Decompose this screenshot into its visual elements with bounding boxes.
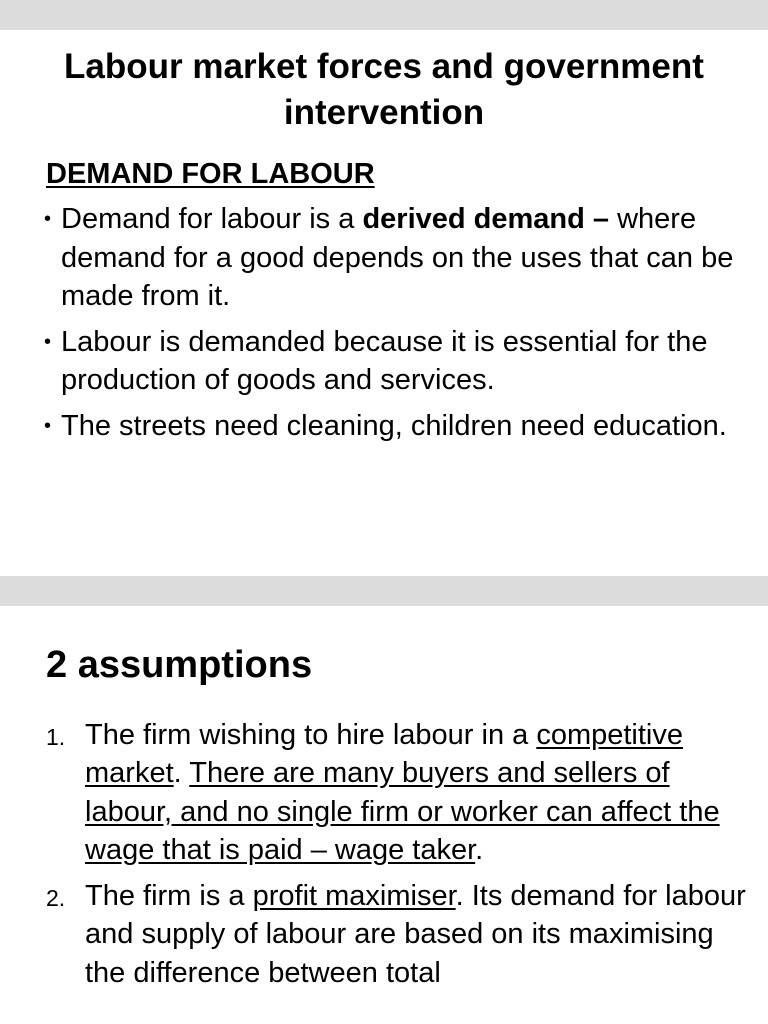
slide-title: Labour market forces and government intervention <box>64 47 704 132</box>
underlined-term: competitive market <box>85 719 683 790</box>
bullet-icon: • <box>44 414 52 437</box>
bullet-text: The streets need cleaning, children need education. <box>61 409 727 442</box>
bullet-text: Labour is demanded because it is essential for the production of goods and services. <box>61 325 708 396</box>
bullet-text-before: Demand for labour is a <box>61 203 363 235</box>
slide-separator-top <box>0 0 768 30</box>
list-item-competitive-market <box>46 716 746 869</box>
slide-title: 2 assumptions <box>46 644 313 686</box>
item-text-after: . Its demand for labour and supply of labour are based on its maximising the difference between total <box>85 880 746 989</box>
bullet-list <box>44 200 744 452</box>
bullet-bold-term: derived demand – <box>362 203 610 235</box>
slide-separator <box>0 576 768 606</box>
item-text-before: The firm wishing to hire labour in a <box>85 719 537 751</box>
item-text-after: . <box>475 833 484 866</box>
section-heading: DEMAND FOR LABOUR <box>46 158 375 190</box>
underlined-term: profit maximiser <box>252 880 456 913</box>
bullet-icon: • <box>44 208 52 230</box>
slide-demand-for-labour <box>0 30 768 576</box>
underlined-explanation: There are many buyers and sellers of labour, and no single firm or worker can affect the wage that is paid – wage taker <box>85 757 720 866</box>
list-number: 1. <box>46 724 66 750</box>
bullet-item-essential-for-production <box>44 323 744 400</box>
bullet-icon: • <box>44 330 52 353</box>
bullet-text-after: where demand for a good depends on the uses that can be made from it. <box>61 203 734 312</box>
numbered-list <box>46 716 746 1000</box>
list-item-profit-maximiser <box>46 877 746 992</box>
bullet-item-derived-demand <box>44 200 744 316</box>
slide-two-assumptions <box>0 606 768 1024</box>
bullet-item-streets-cleaning <box>44 407 744 446</box>
item-text-mid: . <box>173 757 190 790</box>
item-text-before: The firm is a <box>85 880 253 913</box>
list-number: 2. <box>46 885 66 912</box>
